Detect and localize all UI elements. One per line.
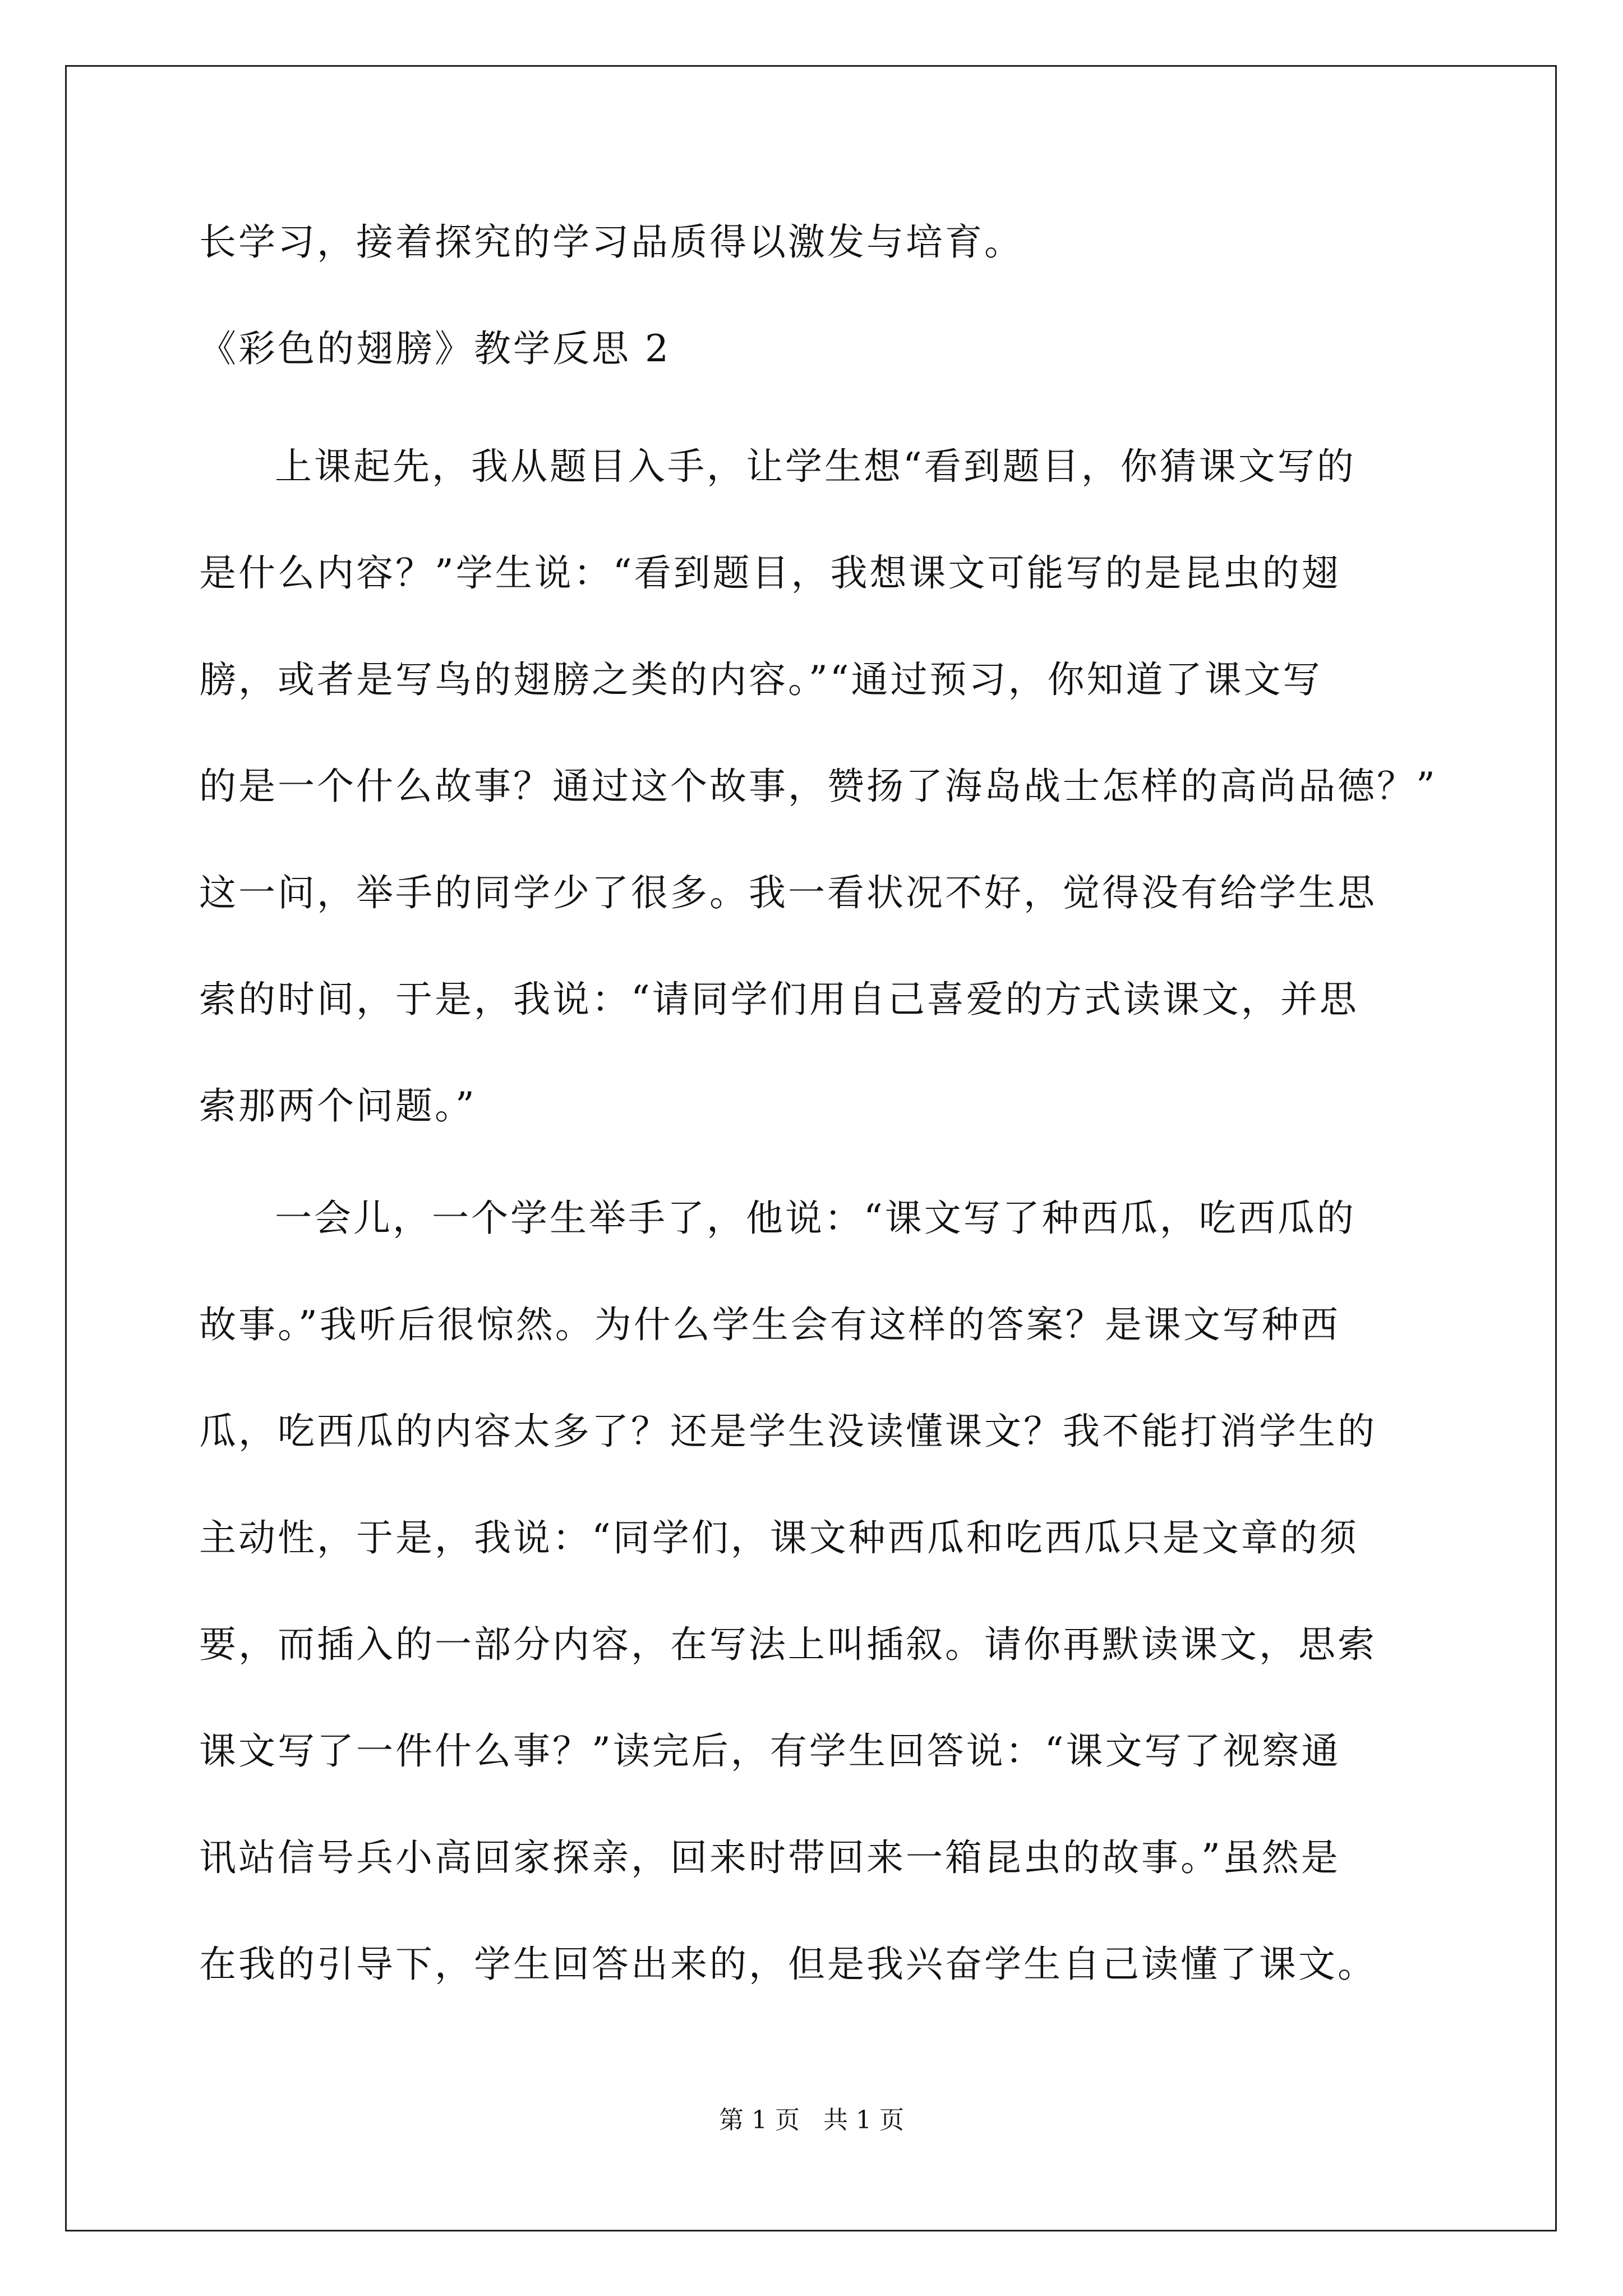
text-line: 索的时间，于是，我说：“请同学们用自己喜爱的方式读课文，并思 <box>199 978 1359 1021</box>
text-line: 讯站信号兵小高回家探亲，回来时带回来一箱昆虫的故事。”虽然是 <box>199 1836 1340 1879</box>
text-line: 主动性，于是，我说：“同学们，课文种西瓜和吃西瓜只是文章的须 <box>199 1516 1359 1559</box>
page-footer: 第 1 页 共 1 页 <box>719 2106 904 2134</box>
text-line: 长学习，接着探究的学习品质得以激发与培育。 <box>199 220 1023 264</box>
text-line: 这一问，举手的同学少了很多。我一看状况不好，觉得没有给学生思 <box>199 871 1377 914</box>
text-line: 课文写了一件什么事？”读完后，有学生回答说：“课文写了视察通 <box>199 1729 1341 1773</box>
section-heading: 《彩色的翅膀》教学反思 2 <box>199 327 671 370</box>
text-line: 在我的引导下，学生回答出来的，但是我兴奋学生自己读懂了课文。 <box>199 1943 1377 1986</box>
text-line: 是什么内容？”学生说：“看到题目，我想课文可能写的是昆虫的翅 <box>199 551 1341 595</box>
text-line: 一会儿，一个学生举手了，他说：“课文写了种西瓜，吃西瓜的 <box>275 1197 1356 1240</box>
text-line: 要，而插入的一部分内容，在写法上叫插叙。请你再默读课文，思索 <box>199 1623 1377 1666</box>
text-line: 上课起先，我从题目入手，让学生想“看到题目，你猜课文写的 <box>275 445 1356 488</box>
page-border <box>65 65 1557 2231</box>
text-line: 瓜，吃西瓜的内容太多了？还是学生没读懂课文？我不能打消学生的 <box>199 1410 1377 1453</box>
text-line: 索那两个问题。” <box>199 1084 477 1128</box>
text-line: 膀，或者是写鸟的翅膀之类的内容。”“通过预习，你知道了课文写 <box>199 658 1322 701</box>
text-line: 的是一个什么故事？通过这个故事，赞扬了海岛战士怎样的高尚品德？” <box>199 765 1437 808</box>
text-line: 故事。”我听后很惊然。为什么学生会有这样的答案？是课文写种西 <box>199 1303 1340 1346</box>
